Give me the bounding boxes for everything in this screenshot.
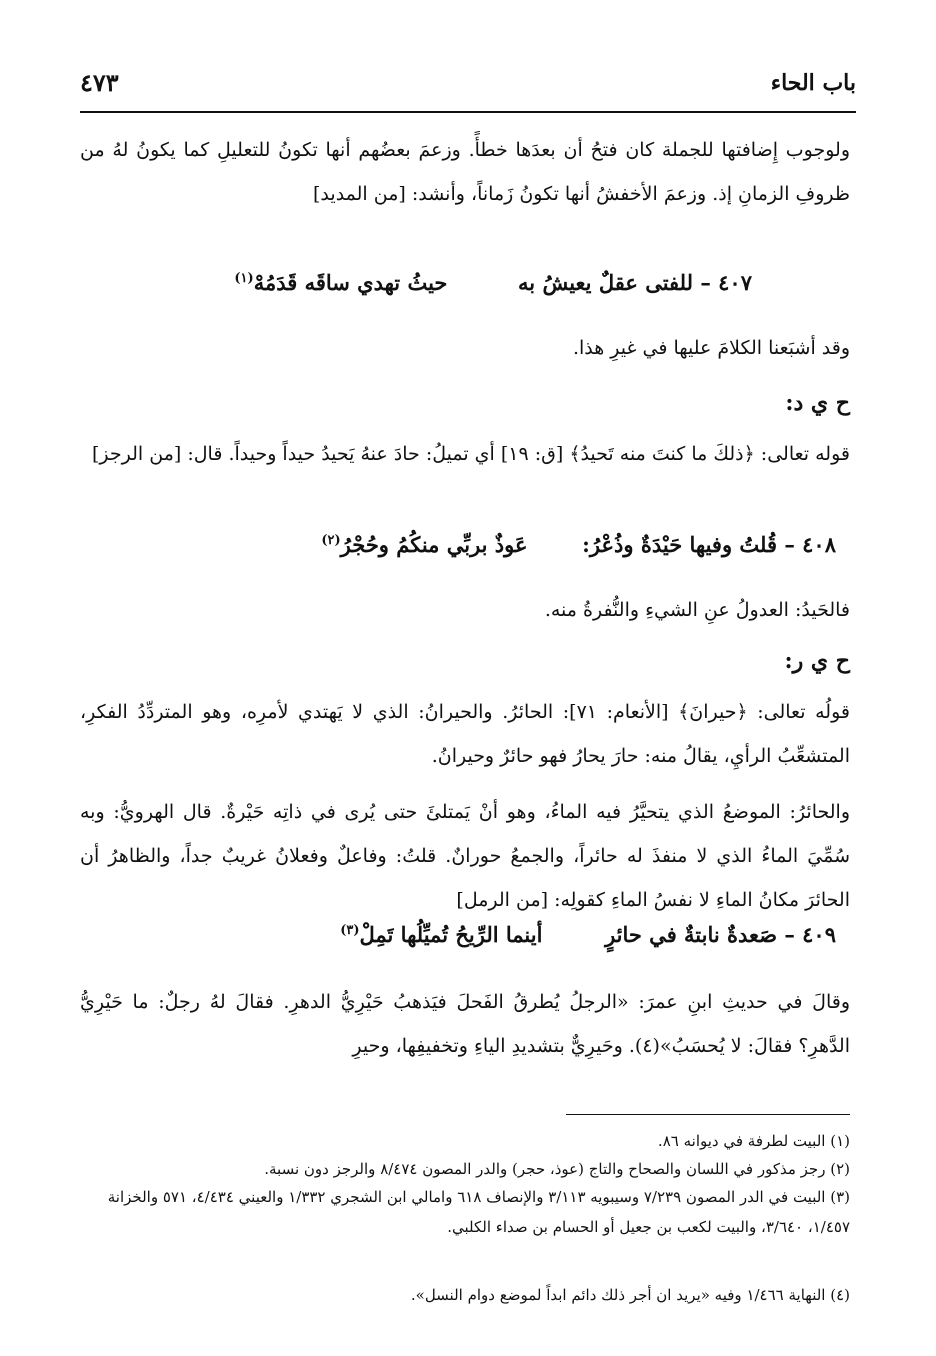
verse-number: ٤٠٨ – [784,532,836,557]
verse-first-hemistich: صَعدةٌ نابتةٌ في حائرٍ [605,922,778,947]
chapter-title: باب الحاء [770,70,856,96]
paragraph-4: فالحَيدُ: العدولُ عنِ الشيءِ والنُّفرةُ منه. [544,599,850,621]
paragraph-5: قولُه تعالى: ﴿حيرانَ﴾ [الأنعام: ٧١]: الحائرُ. والحيرانُ: الذي لا يَهتدي لأمرِه، وهو المتردِّدُ الفكرِ، المتشعِّبُ الرأيِ، يقالُ منه: حارَ يحارُ فهو حائرٌ وحيرانُ. [80,701,850,767]
verse-number: ٤٠٧ – [700,270,752,295]
page-header [80,64,856,106]
verse-first-hemistich: للفتى عقلٌ يعيشُ به [518,270,694,295]
verse-second-hemistich: أينما الرِّيحُ تُميِّلُها تَمِلْ [359,922,543,947]
footnote-ref: (٣) [340,923,360,938]
page-number: ٤٧٣ [80,68,119,97]
paragraph-7: وقالَ في حديثِ ابنِ عمرَ: «الرجلُ يُطرقُ الفَحلَ فيَذهبُ حَيْرِيُّ الدهرِ. فقالَ لهُ رجلٌ: ما حَيْرِيُّ الدَّهرِ؟ فقالَ: لا يُحسَبُ»(٤). وحَيرِيٌّ بتشديدِ الياءِ وتخفيفِها، وحيرِ [80,991,850,1057]
verse-407 [234,270,752,295]
footnote-ref: (٢) [321,533,341,548]
footnote-rule [566,1114,850,1115]
verse-409 [340,922,836,947]
verse-number: ٤٠٩ – [784,922,836,947]
paragraph-3: قوله تعالى: ﴿ذلكَ ما كنتَ منه تَحيدُ﴾ [ق: ١٩] أي تميلُ: حادَ عنهُ يَحيدُ حيداً وحيداً. قال: [من الرجز] [92,443,850,465]
footnote-4: (٤) النهاية ١/٤٦٦ وفيه «يريد ان أجر ذلك دائم ابداً لموضع دوام النسل». [410,1286,850,1304]
header-rule [80,111,856,113]
verse-second-hemistich: حيثُ تهدي ساقَه قَدَمُهْ [253,270,448,295]
footnote-ref: (١) [234,271,254,286]
root-heading-hyd: ح ي د: [785,390,850,416]
footnote-2: (٢) رجز مذكور في اللسان والصحاح والتاج (عوذ، حجر) والدر المصون ٨/٤٧٤ والرجز دون نسبة. [264,1160,850,1178]
verse-second-hemistich: عَوذٌ بربِّي منكُمُ وحُجْرُ [340,532,528,557]
paragraph-6: والحائرُ: الموضعُ الذي يتحيَّرُ فيه الماءُ، وهو أنْ يَمتلئَ حتى يُرى في ذاتِه حَيْرةٌ. قال الهرويُّ: وبه سُمِّيَ الماءُ الذي لا منفذَ له حائراً، والجمعُ حورانٌ. قلتُ: وفاعلٌ وفعلانُ غريبٌ جداً، والظاهرُ أن الحائرَ مكانُ الماءِ لا نفسُ الماءِ كقولِه: [من الرمل] [80,801,850,911]
root-heading-hyr: ح ي ر: [784,648,850,674]
verse-first-hemistich: قُلتُ وفيها حَيْدَةٌ وذُعْرُ: [582,532,778,557]
footnote-3: (٣) البيت في الدر المصون ٧/٢٣٩ وسيبويه ٣/١١٣ والإنصاف ٦١٨ وامالي ابن الشجري ١/٣٣٢ والعيني ٤/٤٣٤، ٥٧١ والخزانة ١/٤٥٧، ٣/٦٤٠، والبيت لكعب بن جعيل أو الحسام بن صداء الكلبي. [107,1188,850,1236]
paragraph-1: ولوجوب إِضافتها للجملة كان فتحُ أن بعدَها خطأً. وزعمَ بعضُهم أنها تكونُ للتعليلِ كما يكونُ لهُ من ظروفِ الزمانِ إذ. وزعمَ الأخفشُ أنها تكونُ زَماناً، وأنشد: [من المديد] [80,139,850,205]
footnote-1: (١) البيت لطرفة في ديوانه ٨٦. [657,1132,850,1150]
paragraph-2: وقد أشبَعنا الكلامَ عليها في غيرِ هذا. [572,337,850,359]
verse-408 [321,532,836,557]
